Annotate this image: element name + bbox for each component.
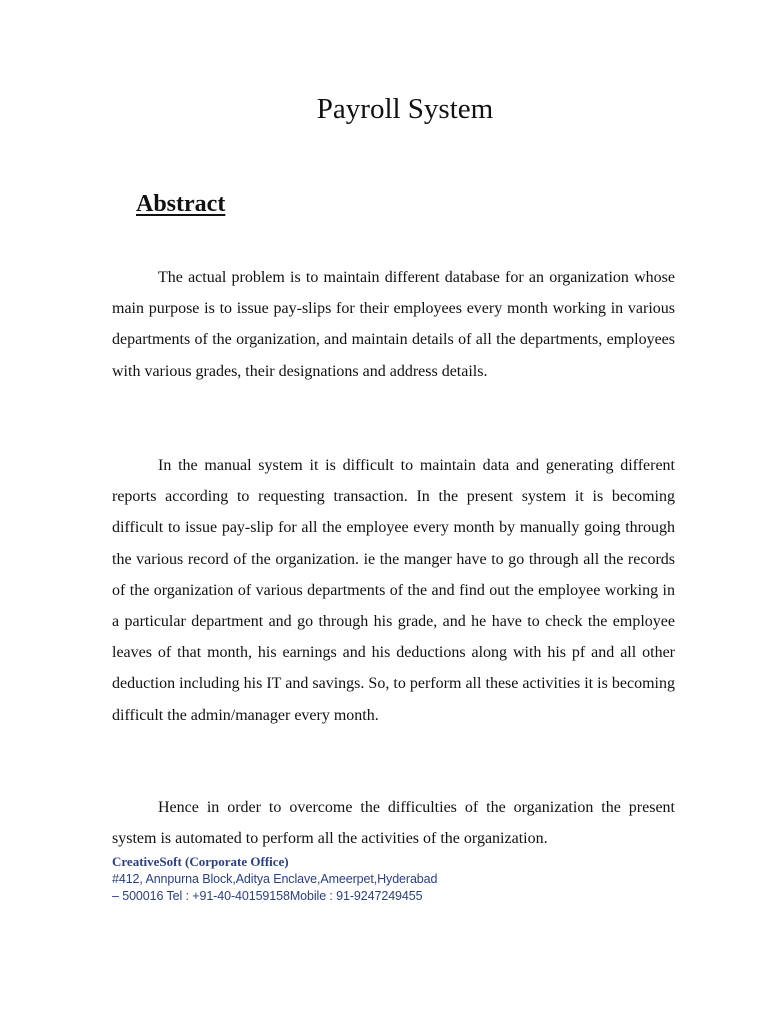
paragraph-3 — [112, 792, 675, 854]
footer-address-line-1: #412, Annpurna Block,Aditya Enclave,Ameerpet,Hyderabad — [112, 871, 438, 886]
paragraph-3-text: Hence in order to overcome the difficulties of the organization the present system is automated to perform all the activities of the organization. — [112, 799, 675, 848]
paragraph-2-text: In the manual system it is difficult to maintain data and generating different reports according to requesting transaction. In the present system it is becoming difficult to issue pay-slip for all the employee every month by manually going through the various record of the organization. ie the manger have to go through all the records of the organization of various departments of the and find out the employee working in a particular department and go through his grade, and he have to check the employee leaves of that month, his earnings and his deductions along with his pf and all other deduction including his IT and savings. So, to perform all these activities it is becoming difficult the admin/manager every month. — [112, 457, 675, 724]
section-heading-abstract: Abstract — [136, 191, 226, 217]
paragraph-1 — [112, 262, 675, 387]
footer-organization: CreativeSoft (Corporate Office) — [112, 854, 289, 869]
paragraph-2 — [112, 450, 675, 731]
page-title: Payroll System — [316, 93, 494, 125]
footer-address-line-2: – 500016 Tel : +91-40-40159158Mobile : 91-9247249455 — [112, 889, 423, 903]
paragraph-1-text: The actual problem is to maintain different database for an organization whose main purpose is to issue pay-slips for their employees every month working in various departments of the organization, and maintain details of all the departments, employees with various grades, their designations and address details. — [112, 269, 675, 380]
footer-contact — [112, 853, 612, 906]
